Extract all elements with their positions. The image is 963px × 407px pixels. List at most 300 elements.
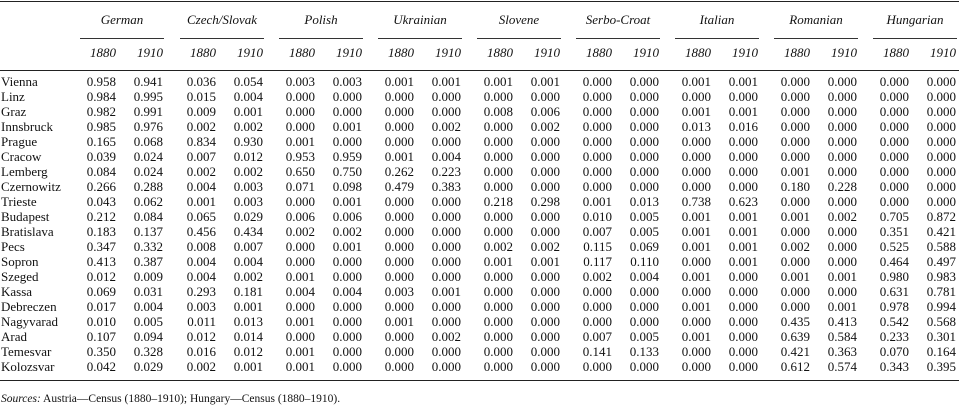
city-name: Arad (1, 329, 27, 344)
table-cell: 0.069 (86, 284, 116, 299)
table-cell: 0.000 (431, 209, 461, 224)
table-cell: 0.000 (728, 359, 758, 374)
table-cell: 0.588 (926, 239, 956, 254)
table-cell: 0.001 (431, 284, 461, 299)
table-cell: 0.001 (384, 149, 414, 164)
table-cell: 0.000 (780, 149, 810, 164)
table-cell: 0.001 (233, 359, 263, 374)
group-header: Czech/Slovak (186, 12, 258, 27)
table-cell: 0.001 (681, 209, 711, 224)
table-cell: 0.000 (530, 89, 560, 104)
table-cell: 0.000 (530, 224, 560, 239)
table-cell: 0.000 (827, 104, 857, 119)
table-cell: 0.042 (86, 359, 116, 374)
table-cell: 0.117 (583, 254, 612, 269)
city-name: Linz (1, 89, 25, 104)
table-cell: 0.000 (681, 344, 711, 359)
table-cell: 0.016 (186, 344, 216, 359)
table-cell: 0.183 (86, 224, 116, 239)
table-cell: 0.000 (582, 284, 612, 299)
table-cell: 0.542 (879, 314, 909, 329)
city-name: Budapest (1, 209, 50, 224)
table-cell: 0.000 (827, 74, 857, 89)
table-cell: 0.000 (879, 89, 909, 104)
table-cell: 0.000 (332, 254, 362, 269)
table-cell: 0.000 (384, 359, 414, 374)
table-cell: 0.001 (483, 74, 513, 89)
table-cell: 0.000 (384, 119, 414, 134)
table-cell: 0.000 (629, 164, 659, 179)
table-cell: 0.983 (926, 269, 956, 284)
table-cell: 0.024 (133, 164, 163, 179)
table-cell: 0.000 (483, 284, 513, 299)
table-cell: 0.002 (332, 224, 362, 239)
table-cell: 0.000 (483, 119, 513, 134)
table-cell: 0.015 (186, 89, 216, 104)
table-cell: 0.002 (827, 209, 857, 224)
city-name: Innsbruck (1, 119, 53, 134)
table-cell: 0.574 (827, 359, 857, 374)
table-cell: 0.012 (186, 329, 216, 344)
table-cell: 0.000 (728, 299, 758, 314)
table-cell: 0.004 (285, 284, 315, 299)
table-cell: 0.002 (530, 239, 560, 254)
table-cell: 0.612 (780, 359, 810, 374)
city-name: Debreczen (1, 299, 57, 314)
city-name: Kolozsvar (1, 359, 55, 374)
table-cell: 0.001 (728, 104, 758, 119)
table-cell: 0.000 (384, 89, 414, 104)
table-cell: 0.976 (133, 119, 163, 134)
table-cell: 0.262 (384, 164, 414, 179)
table-cell: 0.479 (384, 179, 414, 194)
table-cell: 0.004 (332, 284, 362, 299)
table-cell: 0.164 (926, 344, 956, 359)
year-header: 1910 (237, 45, 263, 60)
table-cell: 0.000 (384, 299, 414, 314)
sources-note (1, 393, 340, 405)
table-cell: 0.000 (483, 269, 513, 284)
table-cell: 0.007 (582, 329, 612, 344)
table-cell: 0.000 (285, 329, 315, 344)
table-cell: 0.002 (285, 224, 315, 239)
year-header: 1910 (137, 45, 163, 60)
table-cell: 0.000 (530, 284, 560, 299)
table-cell: 0.137 (133, 224, 163, 239)
table-cell: 0.180 (780, 179, 810, 194)
table-cell: 0.000 (780, 74, 810, 89)
group-underline (675, 38, 759, 39)
table-cell: 0.001 (285, 344, 315, 359)
table-cell: 0.002 (186, 119, 216, 134)
table-cell: 0.000 (332, 89, 362, 104)
table-cell: 0.000 (728, 149, 758, 164)
table-cell: 0.568 (926, 314, 956, 329)
table-cell: 0.010 (86, 314, 116, 329)
table-cell: 0.000 (926, 119, 956, 134)
table-cell: 0.000 (681, 149, 711, 164)
table-cell: 0.000 (582, 119, 612, 134)
table-cell: 0.005 (629, 329, 659, 344)
table-cell: 0.959 (332, 149, 362, 164)
table-cell: 0.004 (186, 254, 216, 269)
table-cell: 0.421 (780, 344, 810, 359)
table-cell: 0.953 (285, 149, 315, 164)
table-cell: 0.347 (86, 239, 116, 254)
table-cell: 0.000 (483, 314, 513, 329)
table-cell: 0.006 (332, 209, 362, 224)
group-header: Serbo-Croat (585, 12, 651, 27)
table-cell: 0.107 (86, 329, 116, 344)
table-cell: 0.005 (133, 314, 163, 329)
table-cell: 0.363 (827, 344, 857, 359)
table-cell: 0.980 (879, 269, 909, 284)
table-cell: 0.017 (86, 299, 116, 314)
table-cell: 0.000 (681, 164, 711, 179)
table-cell: 0.000 (780, 104, 810, 119)
table-cell: 0.000 (483, 149, 513, 164)
table-cell: 0.000 (384, 224, 414, 239)
table-cell: 0.004 (233, 254, 263, 269)
table-cell: 0.705 (879, 209, 909, 224)
table-cell: 0.435 (780, 314, 810, 329)
year-header: 1910 (435, 45, 461, 60)
table-cell: 0.000 (530, 164, 560, 179)
table-cell: 0.000 (384, 254, 414, 269)
table-cell: 0.008 (483, 104, 513, 119)
table-cell: 0.000 (332, 104, 362, 119)
table-cell: 0.004 (186, 179, 216, 194)
table-cell: 0.008 (186, 239, 216, 254)
table-cell: 0.631 (879, 284, 909, 299)
table-cell: 0.012 (86, 269, 116, 284)
table-cell: 0.000 (728, 269, 758, 284)
group-underline (477, 38, 561, 39)
table-cell: 0.984 (86, 89, 116, 104)
table-cell: 0.016 (728, 119, 758, 134)
table-cell: 0.010 (582, 209, 612, 224)
table-cell: 0.001 (681, 299, 711, 314)
table-cell: 0.000 (431, 194, 461, 209)
year-header: 1880 (388, 45, 414, 60)
table-cell: 0.001 (332, 194, 362, 209)
table-cell: 0.011 (187, 314, 216, 329)
table-cell: 0.464 (879, 254, 909, 269)
table-cell: 0.000 (629, 104, 659, 119)
group-header: Polish (304, 12, 338, 27)
table-cell: 0.000 (879, 164, 909, 179)
table-cell: 0.000 (431, 299, 461, 314)
table-cell: 0.004 (431, 149, 461, 164)
table-cell: 0.000 (780, 299, 810, 314)
table-cell: 0.000 (431, 344, 461, 359)
table-cell: 0.000 (879, 179, 909, 194)
bottom-rule (0, 380, 959, 381)
table-cell: 0.298 (530, 194, 560, 209)
table-cell: 0.000 (827, 89, 857, 104)
year-header: 1910 (336, 45, 362, 60)
sources-text: Austria—Census (1880–1910); Hungary—Census (1880–1910). (40, 393, 341, 405)
table-cell: 0.000 (780, 284, 810, 299)
table-cell: 0.036 (186, 74, 216, 89)
table-cell: 0.000 (629, 74, 659, 89)
table-cell: 0.165 (86, 134, 116, 149)
table-cell: 0.000 (384, 269, 414, 284)
table-cell: 0.834 (186, 134, 216, 149)
table-cell: 0.001 (728, 74, 758, 89)
table-cell: 0.000 (530, 134, 560, 149)
table-cell: 0.001 (384, 74, 414, 89)
table-cell: 0.000 (384, 329, 414, 344)
table-cell: 0.065 (186, 209, 216, 224)
table-cell: 0.000 (332, 269, 362, 284)
table-cell: 0.000 (629, 299, 659, 314)
table-cell: 0.181 (233, 284, 263, 299)
table-cell: 0.000 (780, 134, 810, 149)
table-cell: 0.000 (582, 74, 612, 89)
table-cell: 0.001 (780, 209, 810, 224)
table-cell: 0.434 (233, 224, 263, 239)
table-cell: 0.000 (431, 239, 461, 254)
table-cell: 0.003 (285, 74, 315, 89)
year-header: 1910 (930, 45, 956, 60)
table-cell: 0.000 (629, 179, 659, 194)
table-cell: 0.001 (530, 74, 560, 89)
table-cell: 0.003 (186, 299, 216, 314)
table-cell: 0.525 (879, 239, 909, 254)
table-cell: 0.043 (86, 194, 116, 209)
group-underline (774, 38, 858, 39)
table-cell: 0.002 (186, 359, 216, 374)
table-cell: 0.141 (582, 344, 612, 359)
table-cell: 0.002 (483, 239, 513, 254)
table-cell: 0.000 (582, 104, 612, 119)
table-cell: 0.328 (133, 344, 163, 359)
table-cell: 0.000 (582, 299, 612, 314)
table-cell: 0.054 (233, 74, 263, 89)
table-cell: 0.001 (431, 74, 461, 89)
city-name: Czernowitz (1, 179, 61, 194)
table-cell: 0.000 (728, 179, 758, 194)
table-cell: 0.013 (681, 119, 711, 134)
table-cell: 0.000 (332, 134, 362, 149)
table-cell: 0.000 (827, 224, 857, 239)
group-underline (279, 38, 363, 39)
table-cell: 0.218 (483, 194, 513, 209)
table-cell: 0.001 (780, 269, 810, 284)
table-cell: 0.003 (384, 284, 414, 299)
table-cell: 0.000 (285, 299, 315, 314)
table-cell: 0.001 (233, 299, 263, 314)
table-cell: 0.000 (879, 74, 909, 89)
table-cell: 0.002 (186, 164, 216, 179)
table-cell: 0.350 (86, 344, 116, 359)
table-cell: 0.497 (926, 254, 956, 269)
table-cell: 0.005 (629, 209, 659, 224)
table-cell: 0.930 (233, 134, 263, 149)
table-cell: 0.000 (530, 359, 560, 374)
table-cell: 0.001 (384, 314, 414, 329)
table-cell: 0.000 (285, 104, 315, 119)
table-cell: 0.029 (233, 209, 263, 224)
table-cell: 0.003 (233, 179, 263, 194)
table-cell: 0.000 (431, 254, 461, 269)
city-name: Nagyvarad (1, 314, 59, 329)
table-cell: 0.000 (582, 89, 612, 104)
table-cell: 0.001 (681, 329, 711, 344)
table-cell: 0.293 (186, 284, 216, 299)
table-cell: 0.351 (879, 224, 909, 239)
table-cell: 0.421 (926, 224, 956, 239)
city-name: Vienna (1, 74, 38, 89)
table-cell: 0.000 (629, 89, 659, 104)
table-cell: 0.000 (879, 149, 909, 164)
group-header: Hungarian (886, 12, 944, 27)
table-cell: 0.000 (384, 239, 414, 254)
table-cell: 0.003 (332, 74, 362, 89)
table-cell: 0.941 (133, 74, 163, 89)
table-cell: 0.000 (926, 149, 956, 164)
table-cell: 0.000 (728, 134, 758, 149)
table-cell: 0.000 (681, 284, 711, 299)
table-cell: 0.001 (681, 239, 711, 254)
table-cell: 0.013 (629, 194, 659, 209)
table-cell: 0.013 (233, 314, 263, 329)
table-cell: 0.000 (629, 359, 659, 374)
table-cell: 0.456 (186, 224, 216, 239)
table-cell: 0.000 (483, 299, 513, 314)
group-header: Romanian (789, 12, 843, 27)
table-cell: 0.000 (879, 194, 909, 209)
table-cell: 0.006 (285, 209, 315, 224)
table-cell: 0.002 (431, 329, 461, 344)
table-cell: 0.001 (530, 254, 560, 269)
city-name: Trieste (1, 194, 37, 209)
table-cell: 0.000 (582, 149, 612, 164)
table-cell: 0.001 (582, 194, 612, 209)
table-cell: 0.000 (332, 314, 362, 329)
table-cell: 0.000 (431, 89, 461, 104)
table-cell: 0.413 (86, 254, 116, 269)
table-cell: 0.000 (629, 134, 659, 149)
table-cell: 0.000 (483, 89, 513, 104)
table-cell: 0.000 (827, 134, 857, 149)
table-cell: 0.001 (728, 254, 758, 269)
table-cell: 0.233 (879, 329, 909, 344)
table-cell: 0.000 (879, 134, 909, 149)
table-cell: 0.387 (133, 254, 163, 269)
header-rule (0, 70, 959, 71)
table-cell: 0.000 (582, 179, 612, 194)
table-cell: 0.000 (827, 164, 857, 179)
table-cell: 0.068 (133, 134, 163, 149)
table-cell: 0.000 (827, 194, 857, 209)
year-header: 1880 (586, 45, 612, 60)
city-name: Temesvar (1, 344, 52, 359)
year-header: 1880 (190, 45, 216, 60)
table-cell: 0.001 (332, 239, 362, 254)
table-cell: 0.000 (285, 254, 315, 269)
table-cell: 0.000 (483, 179, 513, 194)
table-cell: 0.000 (827, 119, 857, 134)
year-header: 1910 (831, 45, 857, 60)
table-cell: 0.014 (233, 329, 263, 344)
table-cell: 0.000 (530, 179, 560, 194)
table-cell: 0.009 (133, 269, 163, 284)
table-cell: 0.995 (133, 89, 163, 104)
table-cell: 0.000 (332, 299, 362, 314)
table-cell: 0.001 (285, 314, 315, 329)
city-name: Graz (1, 104, 27, 119)
table-cell: 0.000 (530, 329, 560, 344)
city-name: Bratislava (1, 224, 54, 239)
year-header: 1880 (784, 45, 810, 60)
table-cell: 0.110 (630, 254, 659, 269)
table-cell: 0.001 (827, 269, 857, 284)
table-cell: 0.004 (186, 269, 216, 284)
table-cell: 0.223 (431, 164, 461, 179)
table-cell: 0.001 (728, 224, 758, 239)
group-underline (873, 38, 957, 39)
year-header: 1880 (90, 45, 116, 60)
table-cell: 0.000 (827, 284, 857, 299)
table-cell: 0.007 (186, 149, 216, 164)
table-cell: 0.332 (133, 239, 163, 254)
table-cell: 0.000 (285, 89, 315, 104)
year-header: 1910 (534, 45, 560, 60)
table-cell: 0.000 (384, 104, 414, 119)
table-cell: 0.623 (728, 194, 758, 209)
table-cell: 0.002 (582, 269, 612, 284)
table-cell: 0.084 (133, 209, 163, 224)
table-cell: 0.000 (926, 89, 956, 104)
group-header: Ukrainian (393, 12, 447, 27)
table-cell: 0.343 (879, 359, 909, 374)
table-cell: 0.000 (780, 224, 810, 239)
table-cell: 0.000 (926, 194, 956, 209)
table-cell: 0.069 (629, 239, 659, 254)
table-cell: 0.000 (332, 359, 362, 374)
table-cell: 0.000 (582, 314, 612, 329)
table-cell: 0.000 (285, 239, 315, 254)
table-cell: 0.000 (582, 164, 612, 179)
group-header: German (100, 12, 144, 27)
table-cell: 0.994 (926, 299, 956, 314)
table-cell: 0.000 (431, 314, 461, 329)
table-cell: 0.000 (728, 164, 758, 179)
table-cell: 0.000 (926, 164, 956, 179)
table-cell: 0.266 (86, 179, 116, 194)
table-cell: 0.000 (332, 329, 362, 344)
table-cell: 0.000 (681, 89, 711, 104)
table-cell: 0.000 (681, 179, 711, 194)
table-cell: 0.009 (186, 104, 216, 119)
table-cell: 0.000 (384, 344, 414, 359)
table-cell: 0.650 (285, 164, 315, 179)
table-cell: 0.000 (827, 239, 857, 254)
table-cell: 0.000 (582, 134, 612, 149)
city-name: Pecs (1, 239, 25, 254)
table-cell: 0.000 (728, 344, 758, 359)
table-cell: 0.062 (133, 194, 163, 209)
table-cell: 0.000 (530, 269, 560, 284)
year-header: 1880 (685, 45, 711, 60)
table-cell: 0.084 (86, 164, 116, 179)
table-cell: 0.002 (233, 164, 263, 179)
table-cell: 0.985 (86, 119, 116, 134)
year-header: 1910 (732, 45, 758, 60)
table-cell: 0.413 (827, 314, 857, 329)
